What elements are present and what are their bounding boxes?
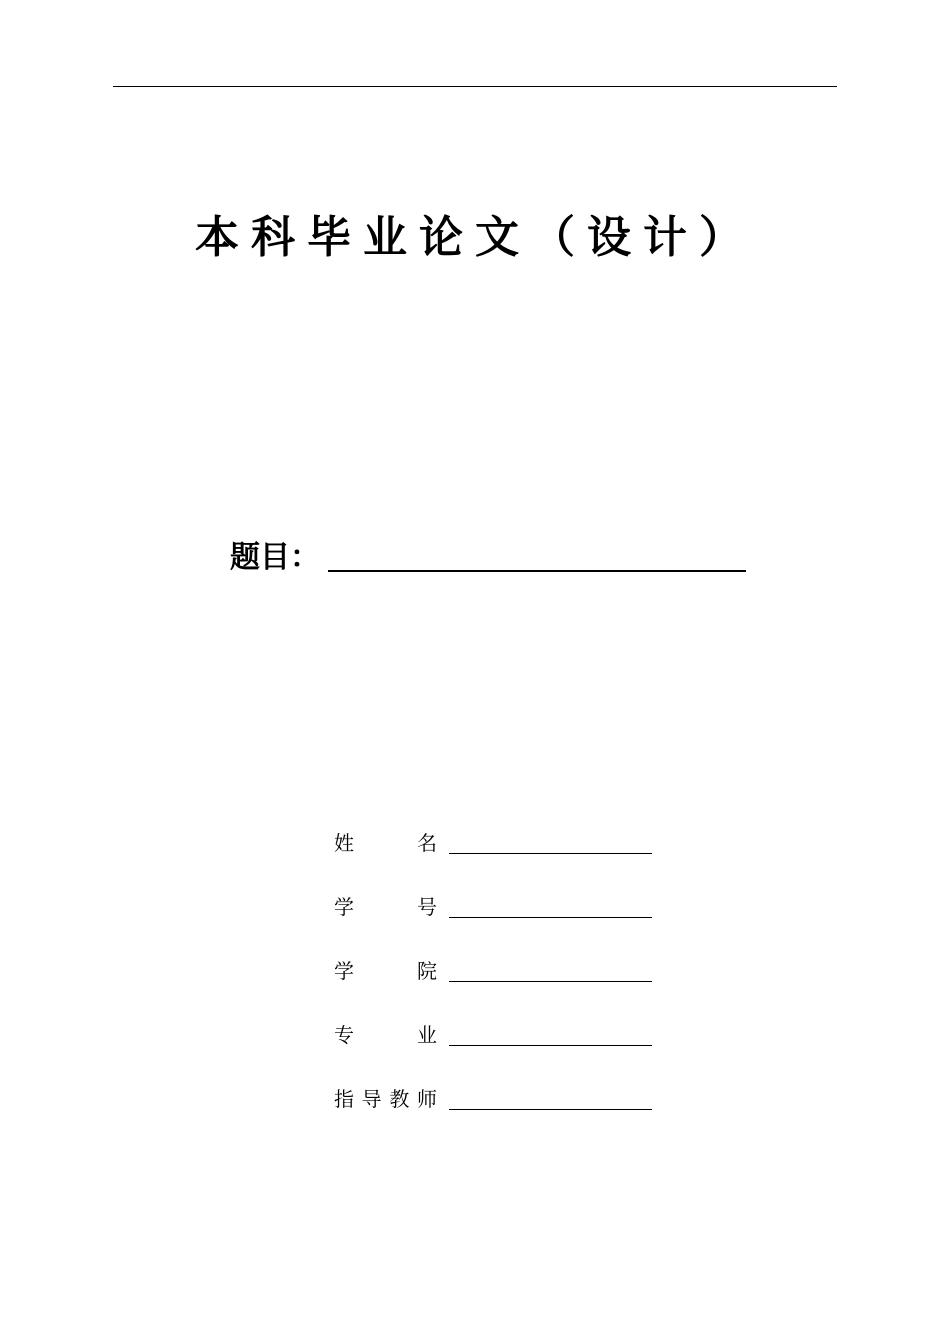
label-char: 教	[389, 1087, 410, 1111]
label-char: 姓	[334, 831, 354, 855]
header-rule	[113, 86, 837, 87]
field-line-name[interactable]	[449, 853, 652, 854]
field-line-major[interactable]	[449, 1045, 652, 1046]
topic-label: 题目：	[230, 540, 320, 575]
field-line-student-id[interactable]	[449, 917, 652, 918]
field-label-major	[334, 1020, 437, 1050]
label-char: 学	[334, 895, 354, 919]
topic-row	[230, 534, 746, 578]
field-line-college[interactable]	[449, 981, 652, 982]
topic-input-line[interactable]	[328, 570, 746, 572]
field-line-advisor[interactable]	[449, 1109, 652, 1110]
field-row-advisor	[334, 1084, 664, 1148]
field-row-college	[334, 956, 664, 1020]
label-char: 指	[334, 1087, 354, 1111]
label-char: 业	[417, 1023, 437, 1047]
label-char: 学	[334, 959, 354, 983]
field-label-name	[334, 828, 437, 858]
label-char: 名	[417, 831, 437, 855]
label-char: 师	[416, 1087, 437, 1111]
field-label-college	[334, 956, 437, 986]
field-label-student-id	[334, 892, 437, 922]
field-row-major	[334, 1020, 664, 1084]
field-row-name	[334, 828, 664, 892]
field-label-advisor	[334, 1084, 437, 1114]
page-title: 本科毕业论文（设计）	[195, 212, 755, 263]
label-char: 导	[361, 1087, 382, 1111]
label-char: 号	[417, 895, 437, 919]
student-info-block	[334, 828, 664, 1148]
label-char: 院	[417, 959, 437, 983]
field-row-student-id	[334, 892, 664, 956]
label-char: 专	[334, 1023, 354, 1047]
